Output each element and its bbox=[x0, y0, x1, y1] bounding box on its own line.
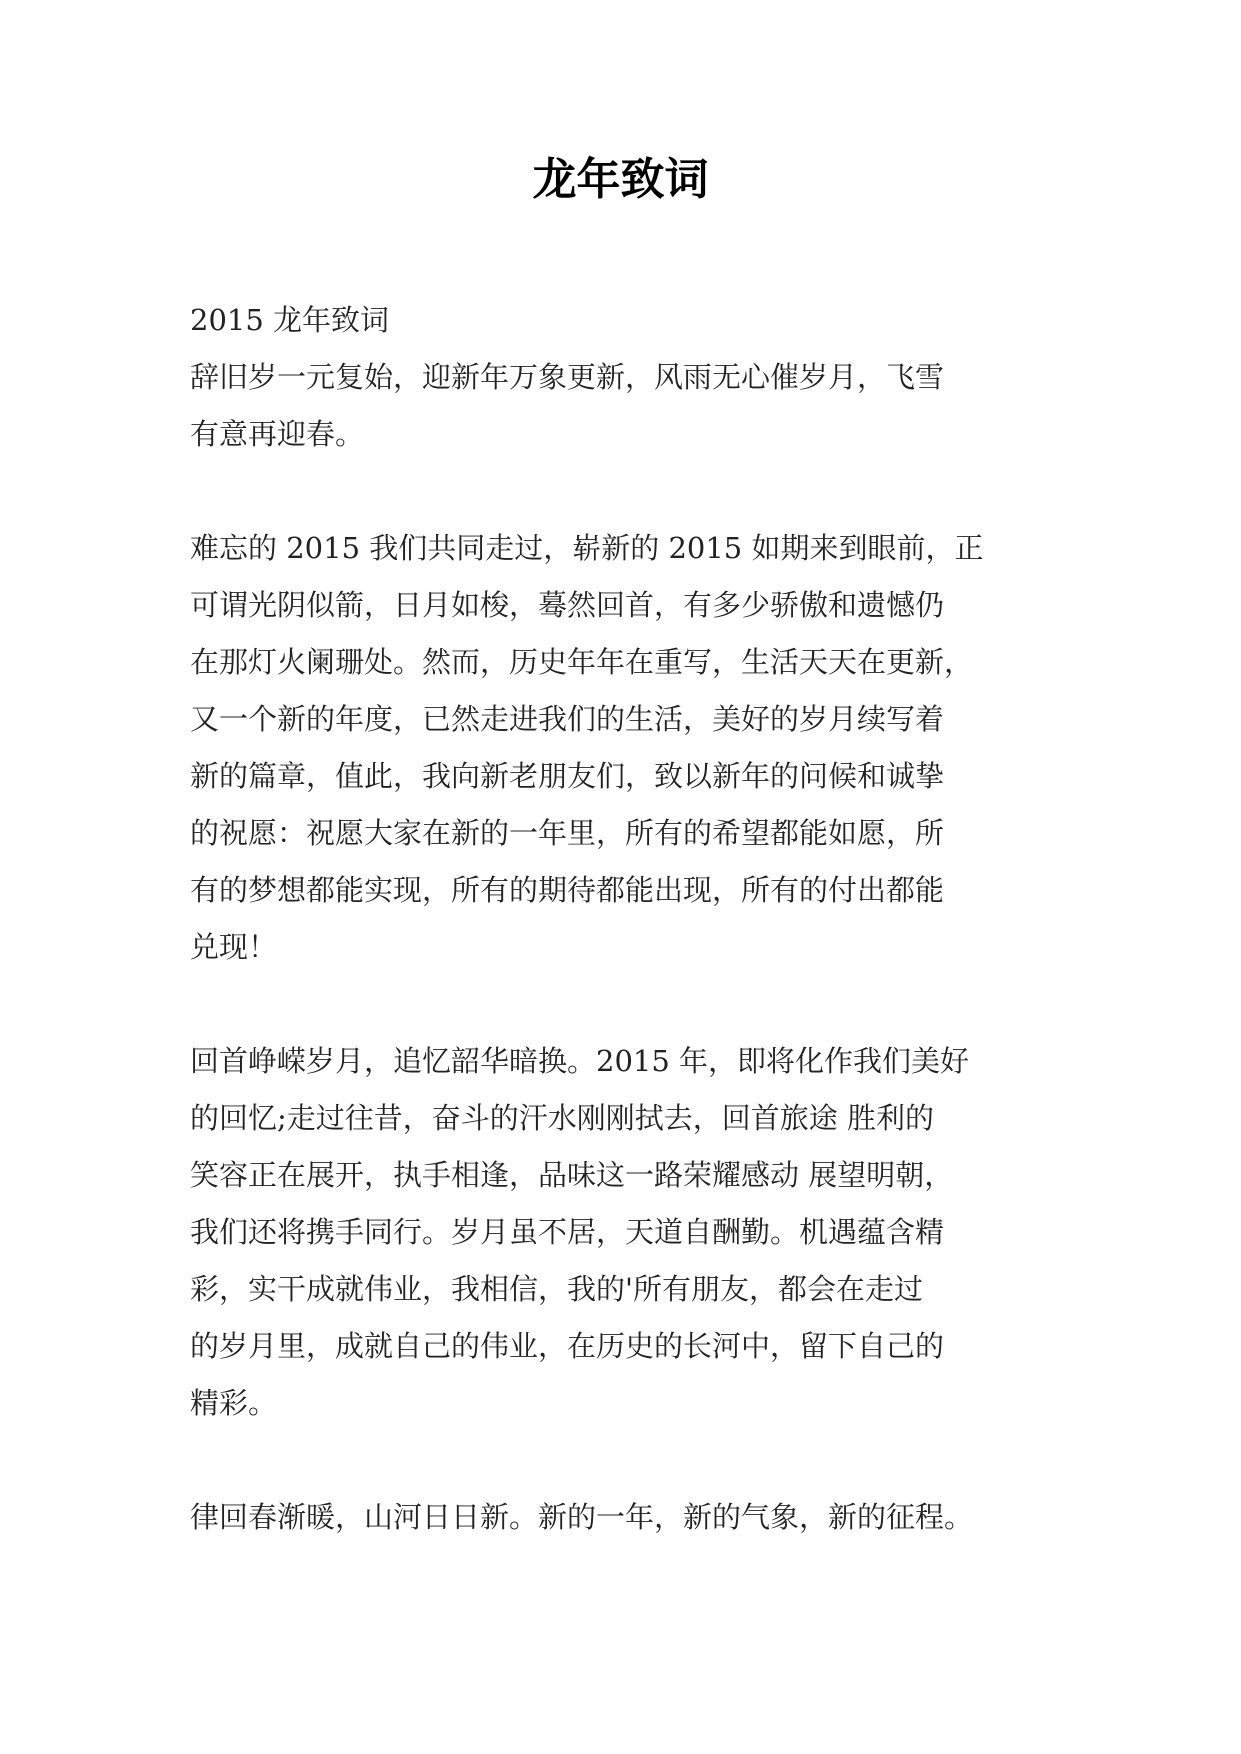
paragraph-line: 难忘的 2015 我们共同走过，崭新的 2015 如期来到眼前，正 bbox=[190, 531, 984, 565]
paragraph-line: 回首峥嵘岁月，追忆韶华暗换。2015 年，即将化作我们美好 bbox=[190, 1044, 970, 1078]
paragraph bbox=[190, 1033, 1060, 1432]
paragraph-line: 精彩。 bbox=[190, 1386, 278, 1420]
paragraph-line: 新的篇章，值此，我向新老朋友们，致以新年的问候和诚挚 bbox=[190, 759, 945, 793]
paragraph bbox=[190, 349, 1060, 463]
paragraph-line: 有的梦想都能实现，所有的期待都能出现，所有的付出都能 bbox=[190, 873, 945, 907]
paragraph-line: 的祝愿：祝愿大家在新的一年里，所有的希望都能如愿，所 bbox=[190, 816, 945, 850]
paragraph-line: 可谓光阴似箭，日月如梭，蓦然回首，有多少骄傲和遗憾仍 bbox=[190, 588, 945, 622]
paragraph-spacer bbox=[190, 976, 1060, 1033]
paragraph-line: 彩，实干成就伟业，我相信，我的'所有朋友，都会在走过 bbox=[190, 1272, 923, 1306]
paragraph-line: 律回春渐暖，山河日日新。新的一年，新的气象，新的征程。 bbox=[190, 1500, 974, 1534]
paragraph-line: 有意再迎春。 bbox=[190, 417, 365, 451]
paragraph-line: 兑现！ bbox=[190, 930, 278, 964]
document-title: 龙年致词 bbox=[532, 154, 709, 205]
document-body bbox=[190, 292, 1060, 1546]
paragraph-line: 的回忆;走过往昔，奋斗的汗水刚刚拭去，回首旅途 胜利的 bbox=[190, 1101, 934, 1135]
paragraph-spacer bbox=[190, 463, 1060, 520]
paragraph-spacer bbox=[190, 1432, 1060, 1489]
paragraph-line: 又一个新的年度，已然走进我们的生活，美好的岁月续写着 bbox=[190, 702, 945, 736]
paragraph-line: 在那灯火阑珊处。然而，历史年年在重写，生活天天在更新， bbox=[190, 645, 974, 679]
paragraph-line: 的岁月里，成就自己的伟业，在历史的长河中，留下自己的 bbox=[190, 1329, 945, 1363]
paragraph-line: 辞旧岁一元复始，迎新年万象更新，风雨无心催岁月，飞雪 bbox=[190, 360, 945, 394]
paragraph bbox=[190, 520, 1060, 976]
paragraph-line: 笑容正在展开，执手相逢，品味这一路荣耀感动 展望明朝， bbox=[190, 1158, 954, 1192]
paragraph-line: 我们还将携手同行。岁月虽不居，天道自酬勤。机遇蕴含精 bbox=[190, 1215, 945, 1249]
paragraph bbox=[190, 1489, 1060, 1546]
document-subtitle: 2015 龙年致词 bbox=[190, 303, 390, 337]
